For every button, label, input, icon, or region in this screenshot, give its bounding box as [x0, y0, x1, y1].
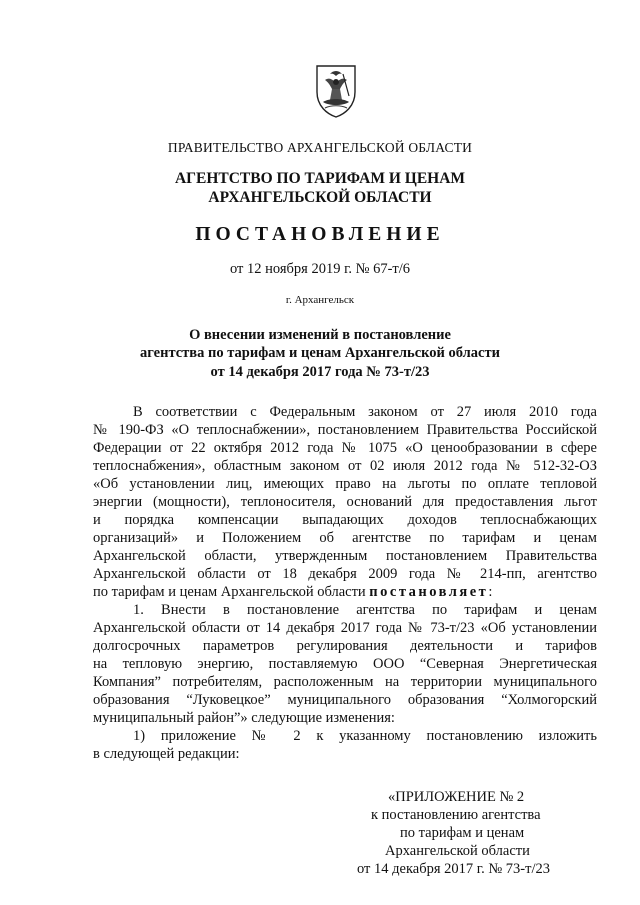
body-line-11-text: по тарифам и ценам Архангельской области: [93, 584, 370, 600]
agency-title-line1: АГЕНТСТВО ПО ТАРИФАМ И ЦЕНАМ: [174, 170, 466, 187]
body-line-6: энергии (мощности), теплоносителя, оснований для предоставления льгот: [93, 494, 597, 510]
body-line-16: Компания” потребителям, расположенным на территории муниципального: [93, 674, 597, 690]
body-line-1: В соответствии с Федеральным законом от 27 июля 2010 года: [133, 404, 597, 420]
body-line-20: в следующей редакции:: [93, 746, 240, 762]
agency-title-line2: АРХАНГЕЛЬСКОЙ ОБЛАСТИ: [208, 189, 432, 206]
body-line-14: долгосрочных параметров регулирования деятельности и тарифов: [93, 638, 597, 654]
body-line-10: Архангельской области от 18 декабря 2009 года № 214-пп, агентство: [93, 566, 597, 582]
document-type: ПОСТАНОВЛЕНИЕ: [195, 224, 445, 245]
body-line-17: образования “Луковецкое” муниципального образования “Холмогорский: [93, 692, 597, 708]
body-line-18: муниципальный район”» следующие изменения:: [93, 710, 395, 726]
appendix-title: «ПРИЛОЖЕНИЕ № 2: [388, 789, 525, 805]
body-line-19: 1) приложение № 2 к указанному постановлению изложить: [133, 728, 597, 744]
document-city: г. Архангельск: [285, 294, 355, 306]
subject-line3: от 14 декабря 2017 года № 73-т/23: [210, 364, 430, 380]
body-line-8: организаций» и Положением об агентстве по тарифам и ценам: [93, 530, 597, 546]
body-line-7: и порядка компенсации выпадающих доходов теплоснабжающих: [93, 512, 597, 528]
coat-of-arms-emblem: [313, 62, 359, 118]
subject-line2: агентства по тарифам и ценам Архангельской области: [140, 345, 500, 361]
body-line-5: «Об установлении лиц, имеющих право на льготы по оплате тепловой: [93, 476, 597, 492]
subject-line1: О внесении изменений в постановление: [189, 327, 451, 343]
body-line-15: на тепловую энергию, поставляемую ООО “Северная Энергетическая: [93, 656, 597, 672]
body-line-9: Архангельской области, утвержденным постановлением Правительства: [93, 548, 597, 564]
document-date-number: от 12 ноября 2019 г. № 67-т/6: [229, 261, 411, 277]
body-line-13: Архангельской области от 14 декабря 2017 года № 73-т/23 «Об установлении: [93, 620, 597, 636]
appendix-line3: по тарифам и ценам: [400, 825, 525, 841]
government-title: ПРАВИТЕЛЬСТВО АРХАНГЕЛЬСКОЙ ОБЛАСТИ: [167, 140, 473, 155]
appendix-line4: Архангельской области: [385, 843, 530, 859]
body-line-3: Федерации от 22 октября 2012 года № 1075 «О ценообразовании в сфере: [93, 440, 597, 456]
body-line-11-end: :: [488, 584, 493, 600]
decree-verb: постановляет: [369, 584, 489, 600]
body-line-12: 1. Внести в постановление агентства по тарифам и ценам: [133, 602, 597, 618]
body-line-11: [93, 584, 492, 601]
body-line-4: теплоснабжения», областным законом от 02 июля 2012 года № 512-32-ОЗ: [93, 458, 597, 474]
appendix-line2: к постановлению агентства: [371, 807, 541, 823]
appendix-line5: от 14 декабря 2017 г. № 73-т/23: [357, 861, 550, 877]
body-line-2: № 190-ФЗ «О теплоснабжении», постановлением Правительства Российской: [93, 422, 597, 438]
